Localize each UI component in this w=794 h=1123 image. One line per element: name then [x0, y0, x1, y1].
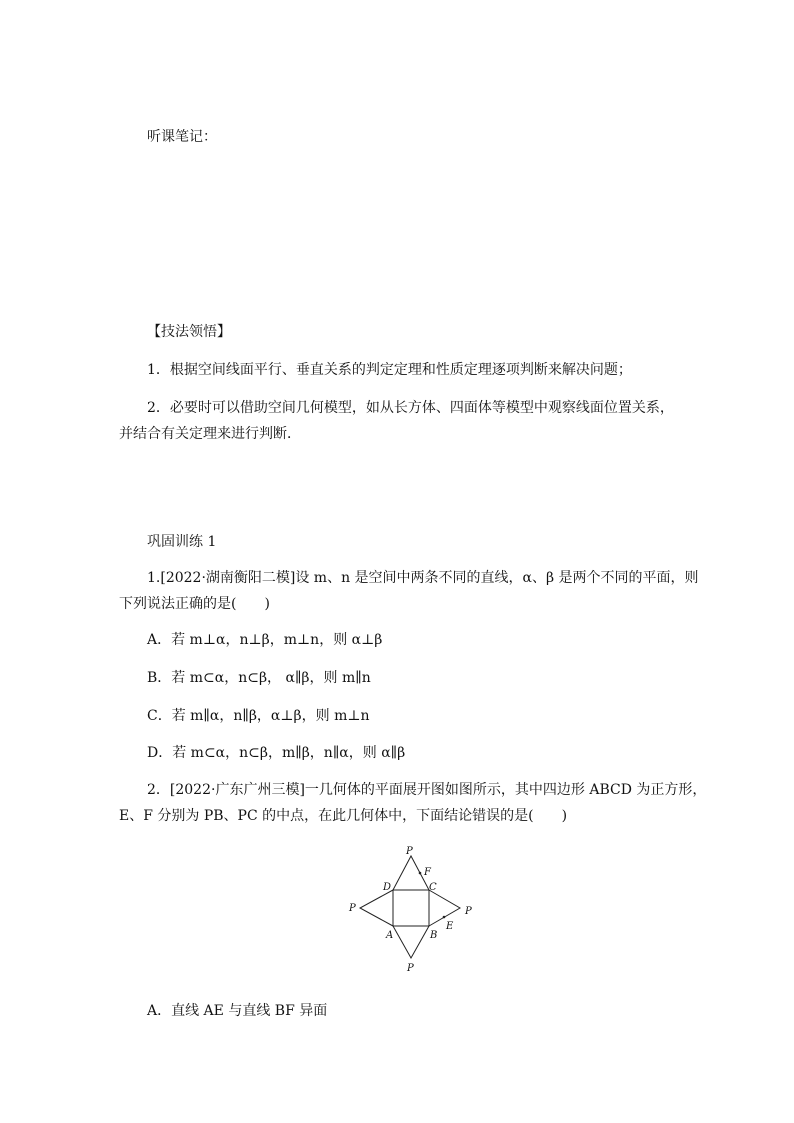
point-f: [419, 872, 422, 875]
label-p-left: P: [349, 903, 356, 914]
triangle-right: [429, 890, 460, 926]
q1-line-2: 下列说法正确的是( ): [119, 596, 270, 612]
triangle-bottom: [393, 926, 429, 958]
q2-option-a: A．直线 AE 与直线 BF 异面: [147, 1003, 328, 1019]
q1-option-b: B．若 m⊂α，n⊂β， α∥β，则 m∥n: [147, 670, 371, 686]
label-f: F: [424, 867, 431, 878]
label-d: D: [383, 882, 392, 893]
q1-option-a: A．若 m⊥α，n⊥β，m⊥n，则 α⊥β: [147, 632, 383, 648]
net-figure: [340, 842, 480, 976]
q1-option-d: D．若 m⊂α，n⊂β，m∥β，n∥α，则 α∥β: [147, 745, 406, 761]
triangle-left: [360, 890, 393, 926]
square-abcd: [393, 890, 429, 926]
technique-heading: 【技法领悟】: [147, 324, 231, 340]
technique-item-2-line-1: 2．必要时可以借助空间几何模型，如从长方体、四面体等模型中观察线面位置关系，: [147, 400, 674, 416]
label-p-bottom: P: [407, 963, 414, 974]
q2-line-1: 2．[2022·广东广州三模]一几何体的平面展开图如图所示，其中四边形 ABCD 为正方形，: [147, 782, 707, 798]
label-p-right: P: [465, 906, 472, 917]
notes-label: 听课笔记：: [147, 129, 217, 145]
q1-line-1: 1.[2022·湖南衡阳二模]设 m、n 是空间中两条不同的直线，α、β 是两个不同的平面，则: [147, 570, 699, 586]
label-p-top: P: [406, 846, 413, 857]
label-a: A: [386, 930, 394, 941]
practice-title: 巩固训练 1: [147, 534, 217, 550]
technique-item-1: 1．根据空间线面平行、垂直关系的判定定理和性质定理逐项判断来解决问题；: [147, 362, 632, 378]
q1-option-c: C．若 m∥α，n∥β，α⊥β，则 m⊥n: [147, 708, 370, 724]
label-b: B: [430, 930, 438, 941]
point-e: [443, 916, 446, 919]
label-e: E: [446, 921, 454, 932]
label-c: C: [429, 882, 437, 893]
q2-line-2: E、F 分别为 PB、PC 的中点，在此几何体中，下面结论错误的是( ): [119, 808, 568, 824]
technique-item-2-line-2: 并结合有关定理来进行判断．: [119, 426, 301, 442]
